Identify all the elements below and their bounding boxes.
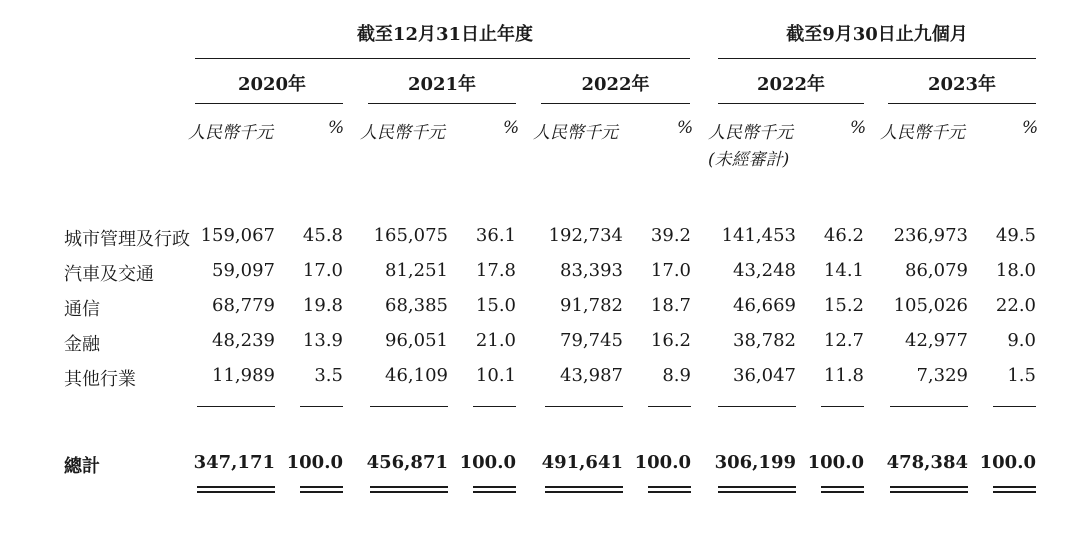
group-title-fiscal-year: 截至12月31日止年度 [356, 24, 534, 45]
cell-2022-9m-pct: 12.7 [823, 330, 864, 351]
unit-rmb-2022-9m: 人民幣千元 [708, 123, 793, 143]
cell-2021-pct: 36.1 [475, 225, 516, 246]
sum-line-2022-9m-rmb [718, 406, 796, 407]
cell-2023-9m-rmb: 236,973 [893, 225, 968, 246]
cell-2023-9m-pct: 22.0 [995, 295, 1036, 316]
cell-2020-pct: 45.8 [302, 225, 343, 246]
cell-2022-pct: 16.2 [650, 330, 691, 351]
cell-2022-rmb: 43,987 [560, 365, 623, 386]
group-underline-left [195, 58, 690, 59]
unit-pct-2023-9m: % [1022, 118, 1039, 138]
cell-2023-9m-pct: 49.5 [995, 225, 1036, 246]
cell-2023-9m-pct: 18.0 [995, 260, 1036, 281]
cell-2022-pct: 39.2 [650, 225, 691, 246]
sum-line-2020-rmb [197, 406, 275, 407]
sum-line-2021-rmb [370, 406, 448, 407]
cell-2020-rmb: 11,989 [212, 365, 275, 386]
total-cell-2020-pct: 100.0 [286, 452, 343, 473]
unit-pct-2022-fy: % [677, 118, 694, 138]
total-double-line-2020-pct [300, 486, 343, 493]
unit-rmb-2020: 人民幣千元 [188, 123, 273, 143]
total-double-line-2021-rmb [370, 486, 448, 493]
cell-2023-9m-rmb: 105,026 [893, 295, 968, 316]
total-double-line-2020-rmb [197, 486, 275, 493]
year-header-2022-fy: 2022年 [581, 74, 650, 95]
total-label: 總計 [64, 456, 100, 477]
sum-line-2022-rmb [545, 406, 623, 407]
cell-2022-rmb: 91,782 [560, 295, 623, 316]
total-cell-2023-9m-rmb: 478,384 [886, 452, 968, 473]
total-double-line-2022-9m-pct [821, 486, 864, 493]
year-header-2020: 2020年 [237, 74, 307, 95]
cell-2022-9m-pct: 11.8 [823, 365, 864, 386]
cell-2023-9m-rmb: 42,977 [905, 330, 968, 351]
cell-2021-rmb: 81,251 [385, 260, 448, 281]
cell-2022-rmb: 83,393 [560, 260, 623, 281]
cell-2022-9m-rmb: 141,453 [721, 225, 796, 246]
total-cell-2022-pct: 100.0 [634, 452, 691, 473]
cell-2020-rmb: 159,067 [200, 225, 275, 246]
cell-2022-9m-rmb: 43,248 [733, 260, 796, 281]
sum-line-2022-pct [648, 406, 691, 407]
unit-rmb-2021: 人民幣千元 [360, 123, 445, 143]
total-double-line-2022-rmb [545, 486, 623, 493]
unit-rmb-2022-fy: 人民幣千元 [533, 123, 618, 143]
cell-2021-rmb: 165,075 [373, 225, 448, 246]
total-cell-2021-rmb: 456,871 [366, 452, 448, 473]
cell-2022-9m-pct: 14.1 [823, 260, 864, 281]
year-header-2023-9m: 2023年 [927, 74, 997, 95]
sum-line-2023-9m-rmb [890, 406, 968, 407]
cell-2022-pct: 17.0 [650, 260, 691, 281]
cell-2022-9m-pct: 15.2 [823, 295, 864, 316]
cell-2020-pct: 13.9 [302, 330, 343, 351]
cell-2023-9m-rmb: 7,329 [916, 365, 968, 386]
year-underline-2022-fy [541, 103, 690, 104]
sum-line-2022-9m-pct [821, 406, 864, 407]
total-double-line-2022-9m-rmb [718, 486, 796, 493]
cell-2021-rmb: 68,385 [385, 295, 448, 316]
cell-2020-rmb: 68,779 [212, 295, 275, 316]
row-label: 其他行業 [64, 369, 136, 390]
cell-2022-pct: 8.9 [662, 365, 691, 386]
cell-2022-rmb: 79,745 [560, 330, 623, 351]
cell-2021-rmb: 96,051 [385, 330, 448, 351]
row-label: 金融 [64, 334, 100, 355]
unit-pct-2020: % [328, 118, 345, 138]
year-header-2021: 2021年 [407, 74, 477, 95]
cell-2022-9m-rmb: 38,782 [733, 330, 796, 351]
unaudited-note: (未經審計) [708, 150, 790, 170]
cell-2021-pct: 10.1 [475, 365, 516, 386]
row-label: 汽車及交通 [64, 264, 154, 285]
cell-2021-rmb: 46,109 [385, 365, 448, 386]
group-title-nine-months: 截至9月30日止九個月 [786, 24, 968, 45]
total-cell-2020-rmb: 347,171 [193, 452, 275, 473]
group-underline-right [718, 58, 1036, 59]
cell-2020-rmb: 48,239 [212, 330, 275, 351]
year-underline-2020 [195, 103, 343, 104]
sum-line-2020-pct [300, 406, 343, 407]
year-header-2022-9m: 2022年 [756, 74, 826, 95]
year-underline-2021 [368, 103, 516, 104]
cell-2023-9m-pct: 9.0 [1007, 330, 1036, 351]
cell-2022-pct: 18.7 [650, 295, 691, 316]
total-cell-2022-rmb: 491,641 [541, 452, 623, 473]
cell-2022-9m-rmb: 46,669 [733, 295, 796, 316]
row-label: 通信 [64, 299, 100, 320]
total-cell-2022-9m-rmb: 306,199 [714, 452, 796, 473]
total-cell-2022-9m-pct: 100.0 [807, 452, 864, 473]
cell-2022-rmb: 192,734 [548, 225, 623, 246]
cell-2023-9m-rmb: 86,079 [905, 260, 968, 281]
cell-2021-pct: 15.0 [475, 295, 516, 316]
year-underline-2023-9m [888, 103, 1036, 104]
cell-2022-9m-pct: 46.2 [823, 225, 864, 246]
total-cell-2023-9m-pct: 100.0 [979, 452, 1036, 473]
cell-2020-pct: 17.0 [302, 260, 343, 281]
unit-pct-2022-9m: % [850, 118, 867, 138]
total-double-line-2023-9m-rmb [890, 486, 968, 493]
cell-2020-pct: 19.8 [302, 295, 343, 316]
total-double-line-2021-pct [473, 486, 516, 493]
row-label: 城市管理及行政 [64, 229, 190, 250]
cell-2020-pct: 3.5 [314, 365, 343, 386]
cell-2021-pct: 21.0 [475, 330, 516, 351]
cell-2023-9m-pct: 1.5 [1007, 365, 1036, 386]
total-cell-2021-pct: 100.0 [459, 452, 516, 473]
total-double-line-2023-9m-pct [993, 486, 1036, 493]
unit-rmb-2023-9m: 人民幣千元 [880, 123, 965, 143]
cell-2020-rmb: 59,097 [212, 260, 275, 281]
unit-pct-2021: % [503, 118, 520, 138]
sum-line-2023-9m-pct [993, 406, 1036, 407]
cell-2022-9m-rmb: 36,047 [733, 365, 796, 386]
cell-2021-pct: 17.8 [475, 260, 516, 281]
total-double-line-2022-pct [648, 486, 691, 493]
year-underline-2022-9m [718, 103, 864, 104]
sum-line-2021-pct [473, 406, 516, 407]
